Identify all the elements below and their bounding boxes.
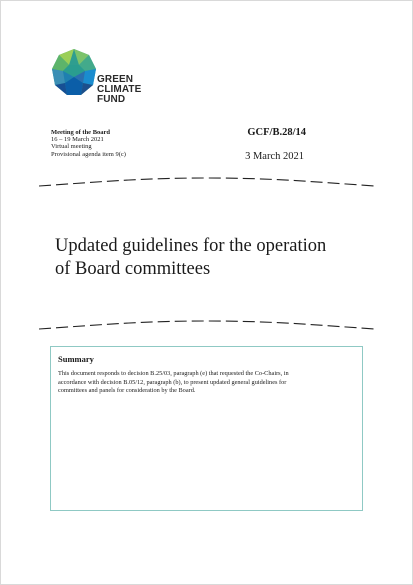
summary-body-line-1: This document responds to decision B.25/03, paragraph (e) that requested the Co-Chairs, in bbox=[58, 370, 289, 377]
meeting-agenda-item: Provisional agenda item 9(c) bbox=[51, 150, 126, 158]
meeting-info bbox=[51, 129, 126, 158]
summary-body-line-2: accordance with decision B.05/12, paragraph (b), to present updated general guidelines for bbox=[58, 378, 287, 386]
divider-wave-bottom bbox=[39, 318, 375, 332]
meeting-dates: 16 – 19 March 2021 bbox=[51, 136, 104, 144]
logo-word-climate: CLIMATE bbox=[97, 84, 142, 95]
gcf-logo bbox=[49, 47, 149, 105]
summary-body bbox=[58, 370, 355, 396]
document-title-line-2: of Board committees bbox=[55, 259, 211, 279]
document-reference: GCF/B.28/14 bbox=[247, 127, 306, 138]
summary-heading: Summary bbox=[58, 354, 94, 364]
document-title-line-1: Updated guidelines for the operation bbox=[55, 236, 327, 256]
document-date: 3 March 2021 bbox=[245, 151, 304, 162]
globe-logo-icon bbox=[49, 47, 99, 99]
meeting-title: Meeting of the Board bbox=[51, 129, 111, 136]
logo-word-fund: FUND bbox=[97, 94, 126, 105]
logo-word-green: GREEN bbox=[97, 74, 134, 85]
meeting-location: Virtual meeting bbox=[51, 143, 92, 151]
summary-body-line-3: committees and panels for consideration by the Board. bbox=[58, 387, 196, 395]
document-title bbox=[55, 235, 375, 281]
divider-wave-top bbox=[39, 175, 375, 189]
summary-box bbox=[50, 346, 363, 511]
logo-wordmark bbox=[97, 75, 141, 105]
